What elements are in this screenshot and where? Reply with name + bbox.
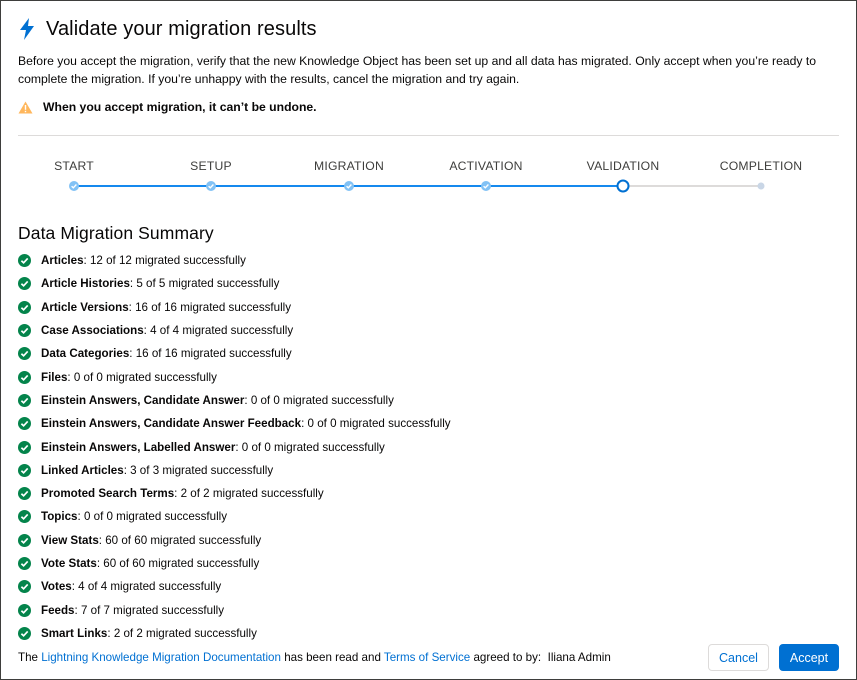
- path-step-label-start: START: [54, 159, 94, 173]
- item-detail: : 0 of 0 migrated successfully: [67, 370, 217, 384]
- item-detail: : 2 of 2 migrated successfully: [174, 487, 324, 501]
- item-text: [41, 417, 451, 430]
- success-check-icon: [18, 371, 31, 384]
- item-detail: : 12 of 12 migrated successfully: [83, 254, 246, 268]
- terms-of-service-link[interactable]: Terms of Service: [383, 651, 471, 664]
- item-name: Data Categories: [41, 347, 130, 361]
- item-name: Votes: [41, 580, 72, 594]
- item-text: [41, 627, 257, 640]
- list-item: [18, 575, 451, 598]
- item-text: [41, 464, 273, 477]
- item-detail: : 5 of 5 migrated successfully: [129, 277, 280, 291]
- item-detail: : 0 of 0 migrated successfully: [77, 510, 228, 524]
- item-text: [41, 347, 292, 360]
- list-item: [18, 319, 451, 342]
- item-text: [41, 487, 324, 500]
- item-detail: : 60 of 60 migrated successfully: [98, 533, 262, 547]
- item-detail: : 4 of 4 migrated successfully: [143, 324, 294, 338]
- success-check-icon: [18, 487, 31, 500]
- item-detail: : 3 of 3 migrated successfully: [123, 463, 274, 477]
- success-check-icon: [18, 301, 31, 314]
- list-item: [18, 272, 451, 295]
- item-name: Einstein Answers, Labelled Answer: [41, 440, 236, 454]
- documentation-link[interactable]: Lightning Knowledge Migration Documentation: [41, 651, 281, 664]
- list-item: [18, 342, 451, 365]
- item-text: [41, 324, 293, 337]
- success-check-icon: [18, 347, 31, 360]
- header: [18, 15, 839, 114]
- item-name: Topics: [41, 510, 78, 524]
- success-check-icon: [18, 324, 31, 337]
- path-step-complete-icon: [206, 181, 216, 191]
- item-detail: : 16 of 16 migrated successfully: [129, 347, 292, 361]
- list-item: [18, 365, 451, 388]
- item-text: [41, 580, 221, 593]
- path-step-label-validation: VALIDATION: [586, 159, 660, 173]
- path-connector: [486, 185, 623, 187]
- success-check-icon: [18, 464, 31, 477]
- divider: [18, 135, 839, 136]
- list-item: [18, 249, 451, 272]
- item-detail: : 4 of 4 migrated successfully: [71, 580, 222, 594]
- item-text: [41, 534, 261, 547]
- item-name: Einstein Answers, Candidate Answer: [41, 393, 245, 407]
- success-check-icon: [18, 604, 31, 617]
- path-step-label-migration: MIGRATION: [314, 159, 384, 173]
- list-item: [18, 552, 451, 575]
- success-check-icon: [18, 394, 31, 407]
- lightning-bolt-icon: [18, 18, 36, 40]
- item-name: Article Versions: [41, 300, 129, 314]
- page-title: Validate your migration results: [46, 17, 317, 40]
- item-name: View Stats: [41, 533, 99, 547]
- footer-text-middle: has been read and: [280, 651, 384, 664]
- path-connector: [623, 185, 761, 187]
- item-detail: : 0 of 0 migrated successfully: [235, 440, 385, 454]
- warning-icon: [18, 101, 33, 114]
- warning-message: [18, 100, 839, 114]
- list-item: [18, 389, 451, 412]
- footer-text-after: agreed to by:: [470, 651, 542, 664]
- item-detail: : 7 of 7 migrated successfully: [74, 603, 225, 617]
- warning-text: When you accept migration, it can’t be undone.: [43, 100, 317, 114]
- footer-agreement: [18, 651, 611, 664]
- item-name: Vote Stats: [41, 557, 97, 570]
- path-step-complete-icon: [69, 181, 79, 191]
- summary-title: Data Migration Summary: [18, 223, 214, 243]
- success-check-icon: [18, 627, 31, 640]
- item-detail: : 0 of 0 migrated successfully: [301, 417, 451, 431]
- path-connector: [211, 185, 349, 187]
- item-detail: : 16 of 16 migrated successfully: [128, 300, 292, 314]
- path-step-label-completion: COMPLETION: [719, 159, 803, 173]
- cancel-button[interactable]: Cancel: [708, 644, 769, 671]
- path-connector: [349, 185, 486, 187]
- item-name: Article Histories: [41, 277, 130, 291]
- title-row: [18, 15, 839, 43]
- list-item: [18, 296, 451, 319]
- list-item: [18, 482, 451, 505]
- item-detail: : 2 of 2 migrated successfully: [107, 626, 257, 640]
- path-connector: [74, 185, 211, 187]
- success-check-icon: [18, 557, 31, 570]
- path-step-current-icon: [617, 180, 630, 193]
- success-check-icon: [18, 580, 31, 593]
- item-text: [41, 254, 246, 267]
- item-name: Promoted Search Terms: [41, 487, 175, 501]
- item-text: [41, 557, 259, 570]
- path-step-complete-icon: [344, 181, 354, 191]
- item-text: [41, 510, 227, 523]
- item-text: [41, 277, 279, 290]
- item-detail: : 0 of 0 migrated successfully: [244, 393, 394, 407]
- item-text: [41, 441, 385, 454]
- item-name: Linked Articles: [41, 463, 124, 477]
- success-check-icon: [18, 417, 31, 430]
- success-check-icon: [18, 534, 31, 547]
- list-item: [18, 622, 451, 645]
- success-check-icon: [18, 277, 31, 290]
- list-item: [18, 598, 451, 621]
- summary-list: [18, 249, 451, 645]
- path-step-label-setup: SETUP: [190, 159, 232, 173]
- footer-text-before: The: [18, 651, 42, 664]
- agreed-user: Iliana Admin: [547, 651, 611, 664]
- item-name: Articles: [41, 254, 84, 268]
- path-step-complete-icon: [481, 181, 491, 191]
- item-text: [41, 394, 394, 407]
- item-name: Case Associations: [41, 324, 144, 338]
- list-item: [18, 505, 451, 528]
- list-item: [18, 412, 451, 435]
- item-detail: : 60 of 60 migrated successfully: [96, 557, 260, 570]
- accept-button[interactable]: Accept: [779, 644, 839, 671]
- data-migration-summary: [18, 223, 451, 645]
- item-text: [41, 604, 224, 617]
- success-check-icon: [18, 441, 31, 454]
- item-name: Smart Links: [41, 626, 108, 640]
- intro-text: Before you accept the migration, verify that the new Knowledge Object has been set up and all data has migrated. Only accept when you’re ready to complete the migration. If you’re unhappy with the results, cancel the migration and try again.: [18, 54, 817, 86]
- path-step-label-activation: ACTIVATION: [449, 159, 523, 173]
- item-name: Files: [41, 370, 68, 384]
- success-check-icon: [18, 510, 31, 523]
- list-item: [18, 435, 451, 458]
- list-item: [18, 529, 451, 552]
- item-text: [41, 371, 217, 384]
- item-name: Einstein Answers, Candidate Answer Feedback: [41, 417, 302, 431]
- item-name: Feeds: [41, 603, 75, 617]
- success-check-icon: [18, 254, 31, 267]
- path-step-incomplete-icon: [758, 183, 765, 190]
- list-item: [18, 459, 451, 482]
- item-text: [41, 301, 291, 314]
